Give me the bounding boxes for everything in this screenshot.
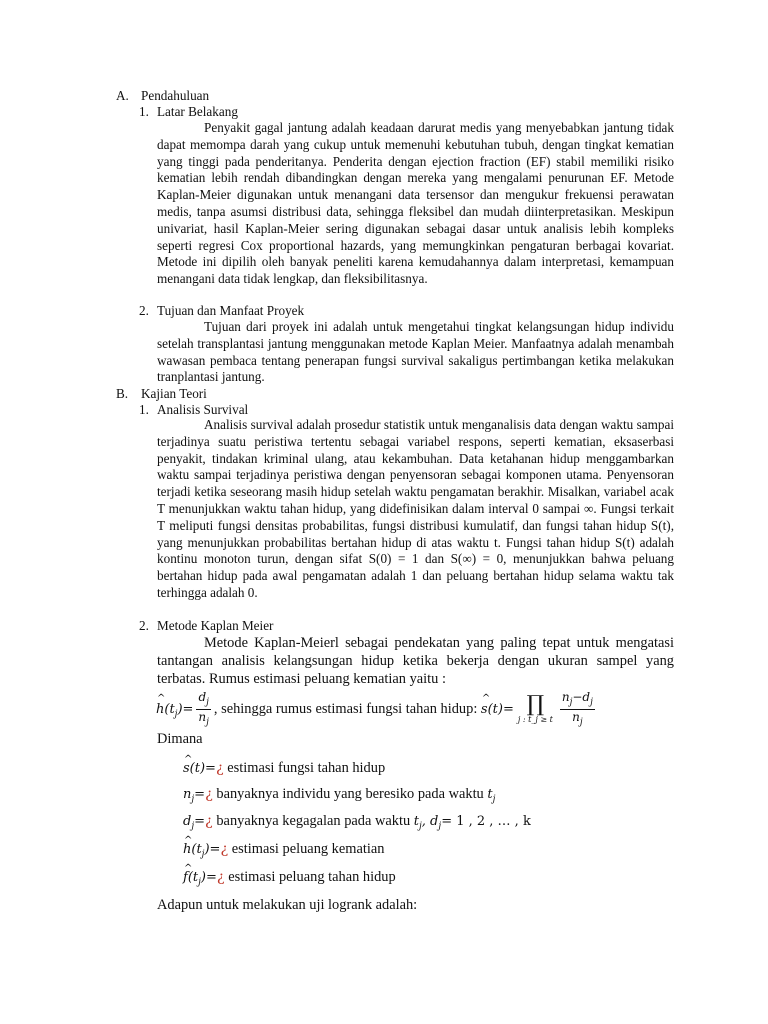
subsection-marker: 2. xyxy=(139,618,149,633)
definition-item: $n_j=¿$ banyaknya individu yang beresiko pada waktu $t_j$ xyxy=(183,786,496,805)
subsection-title: Metode Kaplan Meier xyxy=(157,618,274,633)
subsection-heading-latar-belakang xyxy=(139,104,238,121)
subsection-heading-kaplan-meier xyxy=(139,618,273,635)
paragraph-latar-belakang: Penyakit gagal jantung adalah keadaan darurat medis yang menyebabkan jantung tidak dapat memompa darah yang cukup untuk memenuhi kebutuhan tubuh, dengan tingkat kematian yang tinggi pada penderitanya. Penderita dengan ejection fraction (EF) stabil memiliki risiko kematian lebih rendah dibandingkan dengan mereka yang mengalami penurunan EF. Metode Kaplan-Meier digunakan untuk menangani data tersensor dan mengukur frekuensi perawatan medis, tanpa asumsi distribusi data, sehingga fleksibel dan mudah diinterpretasikan. Meskipun univariat, hasil Kaplan-Meier sering digunakan sebagai dasar untuk analisis lebih kompleks seperti regresi Cox proportional hazards, yang memungkinkan pengaturan berbagai kovariat. Metode ini dipilih oleh banyak peneliti karena kemudahannya dalam interpretasi, kemampuan menangani data tidak lengkap, dan fleksibilitasnya. xyxy=(157,120,674,287)
subsection-title: Tujuan dan Manfaat Proyek xyxy=(157,303,305,318)
section-heading-a xyxy=(116,88,209,105)
section-title: Pendahuluan xyxy=(141,88,210,103)
product-operator: ∏ j : t_j ≥ t xyxy=(517,692,553,725)
section-heading-b xyxy=(116,386,207,403)
formula-connector: , sehingga rumus estimasi fungsi tahan hidup: xyxy=(213,701,481,718)
subsection-marker: 2. xyxy=(139,303,149,318)
definition-item: $d_j=¿$ banyaknya kegagalan pada waktu $t_j$, $d_j= 1$ , 2 , … , k xyxy=(183,813,531,832)
hazard-formula: ^ $h(t_j)=$ xyxy=(156,702,193,717)
survival-fraction: $\frac{n_j-d_j}{n_j}$ xyxy=(561,690,593,728)
paragraph-kaplan-meier: Metode Kaplan-Meierl sebagai pendekatan yang paling tepat untuk mengatasi tantangan analisis kelangsungan hidup ketika bekerja dengan ukuran sampel yang terbatas. Rumus estimasi peluang kematian yaitu : xyxy=(157,635,674,688)
definition-item: ^ s(t)=¿ estimasi fungsi tahan hidup xyxy=(183,760,385,778)
closing-sentence: Adapun untuk melakukan uji logrank adalah: xyxy=(157,897,418,913)
dimana-label: Dimana xyxy=(157,731,203,747)
subsection-heading-tujuan xyxy=(139,303,304,320)
subsection-marker: 1. xyxy=(139,402,149,417)
section-title: Kajian Teori xyxy=(141,386,207,401)
paragraph-analisis-survival: Analisis survival adalah prosedur statistik untuk menganalisis data dengan waktu sampai terjadinya suatu peristiwa tertentu sebagai variabel respons, seperti kematian, eksaserbasi penyakit, tindakan kriminal ulang, atau kekambuhan. Data ketahanan hidup menggambarkan waktu sampai terjadinya peristiwa dengan penyensoran sebagai komponen utama. Penyensoran terjadi ketika seseorang masih hidup setelah waktu pengamatan berakhir. Misalkan, variabel acak T menunjukkan waktu tahan hidup, yang didefinisikan dalam interval 0 sampai ∞. Fungsi terkait T meliputi fungsi densitas probabilitas, fungsi distribusi kumulatif, dan fungsi tahan hidup S(t), yang menunjukkan probabilitas bertahan hidup di atas waktu t. Fungsi tahan hidup S(t) adalah kontinu monoton turun, dengan sifat S(0) = 1 dan S(∞) = 0, menunjukkan bahwa peluang bertahan hidup pada awal pengamatan adalah 1 dan peluang bertahan hidup selama waktu tak terhingga adalah 0. xyxy=(157,417,674,600)
hazard-fraction: $\frac{d_j}{n_j}$ xyxy=(198,690,209,728)
definition-item: ^ $h(t_j)=¿$ estimasi peluang kematian xyxy=(183,841,384,863)
paragraph-tujuan: Tujuan dari proyek ini adalah untuk mengetahui tingkat kelangsungan hidup individu setelah transplantasi jantung menggunakan metode Kaplan Meier. Manfaatnya adalah menambah wawasan pembaca tentang penerapan fungsi survival sakaligus pertimbangan ketika melakukan tranplantasi jantung. xyxy=(157,319,674,385)
subsection-title: Latar Belakang xyxy=(157,104,238,119)
subsection-title: Analisis Survival xyxy=(157,402,249,417)
definition-item: ^ $f(t_j)=¿$ estimasi peluang tahan hidup xyxy=(183,869,396,891)
section-marker: A. xyxy=(116,88,129,103)
section-marker: B. xyxy=(116,386,129,401)
subsection-marker: 1. xyxy=(139,104,149,119)
survival-formula: ^ s(t)= xyxy=(481,702,514,717)
formula-line xyxy=(156,690,598,730)
